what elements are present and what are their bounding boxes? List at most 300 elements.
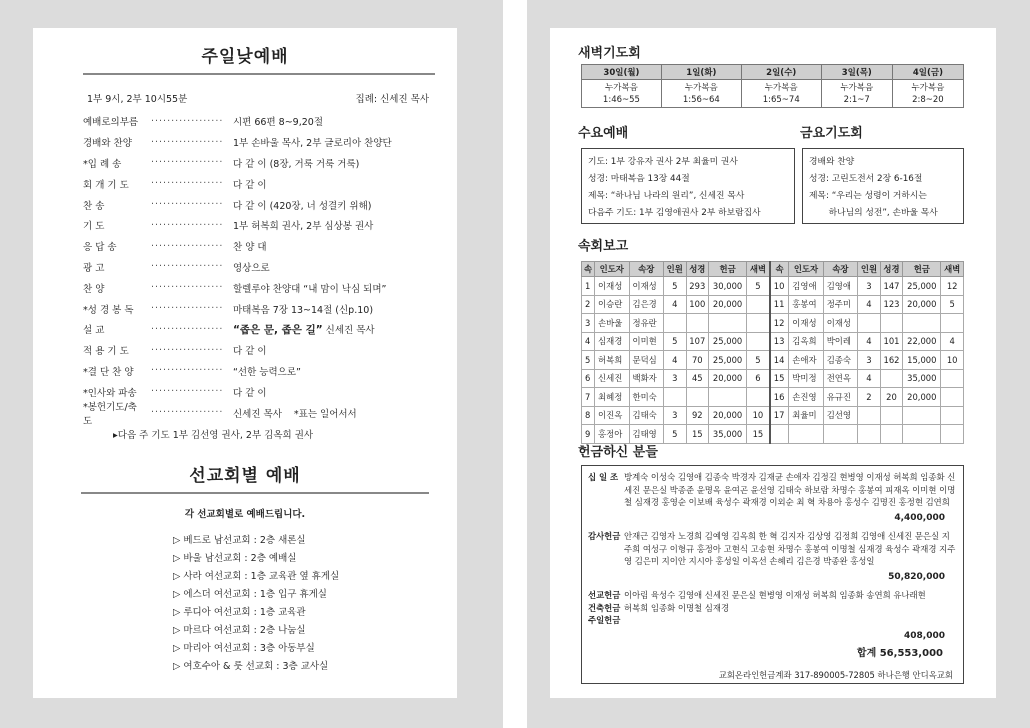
order-row [83,361,457,382]
cell-header: 인원 [858,262,881,277]
cell-value: 홍정아 [595,425,629,444]
cell-value [770,425,789,444]
cell-value: 5 [663,277,686,296]
cell-header: 인도자 [789,262,823,277]
cell-value: 92 [686,406,709,425]
order-label: 적 용 기 도 [83,346,129,358]
offering-group [588,589,957,602]
cell-header: 새벽 [941,262,964,277]
offering-box [581,465,964,684]
cell-value: 이진옥 [595,406,629,425]
cell-value: 4 [663,351,686,370]
order-dots: ·················· [151,261,224,273]
cell-value: 15 [686,425,709,444]
cell-value: 10 [747,406,770,425]
cell-value [880,369,903,388]
cell-value [823,425,857,444]
order-value [233,114,457,128]
cell-value: 30,000 [709,277,747,296]
wednesday-service-box [581,148,795,224]
offering-names [624,614,957,627]
cell-header: 인원 [663,262,686,277]
order-value [233,343,457,357]
cell-value [747,332,770,351]
cell-value: 3 [663,406,686,425]
order-value [233,239,457,253]
order-dots: ·················· [151,136,224,148]
cell-value [686,314,709,333]
next-week-prayer: ▸다음 주 기도 1부 김선영 권사, 2부 김옥희 권사 [113,429,314,441]
mission-service-title: 선교회별 예배 [189,465,301,486]
cell-value: 3 [663,369,686,388]
cell-header: 헌금 [709,262,747,277]
order-row [83,132,457,153]
cell-value: 107 [686,332,709,351]
wednesday-line: 제목: “하나님 나라의 원리”, 신세진 목사 [588,191,745,201]
order-value [233,198,457,212]
order-row [83,319,457,340]
offering-names: 이아림 육성수 김영애 신세진 문은실 현병영 이재성 허복희 임종화 송연희 유나래현 [624,590,926,600]
cell-value: 이승란 [595,295,629,314]
cell-value: 7 [582,388,595,407]
order-value [233,218,457,232]
mission-rule [81,492,429,494]
cell-value: 정유란 [629,314,663,333]
title-rule [83,73,435,75]
cell-value [858,314,881,333]
cell-value: 김옥희 [789,332,823,351]
cell-value: 10 [941,351,964,370]
order-value-text: 다 같 이 (420장, 너 성결키 위해) [233,200,372,212]
cell-value: 15,000 [903,351,941,370]
order-dots: ·················· [151,303,224,315]
cell-value: 293 [686,277,709,296]
cell-header: 헌금 [903,262,941,277]
cell-row [582,314,964,333]
cell-value [686,388,709,407]
mission-item: ▷ 루디아 여선교회 : 1층 교육관 [173,606,306,618]
cell-value: 정주미 [823,295,857,314]
order-value [233,385,457,399]
cell-value: 5 [747,351,770,370]
order-value [233,406,457,420]
cell-header: 속장 [629,262,663,277]
cell-value: 이재성 [629,277,663,296]
service-leader: 집례: 신세진 목사 [355,94,429,105]
cell-value: 123 [880,295,903,314]
dawn-verse: 1:56~64 [661,94,741,108]
cell-value [663,314,686,333]
cell-value [941,388,964,407]
cell-value [903,314,941,333]
service-time-line [87,91,429,105]
cell-row [582,332,964,351]
friday-line: 성경: 고린도전서 2장 6-16절 [809,174,923,184]
cell-row [582,406,964,425]
order-value-text: 1부 허복희 권사, 2부 심상봉 권사 [233,221,374,233]
cell-row [582,369,964,388]
order-label: *입 례 송 [83,158,122,170]
order-dots: ·················· [151,157,224,169]
offering-amount: 408,000 [904,630,945,641]
order-value-text: 시편 66편 8~9,20절 [233,117,323,129]
dawn-book-row [582,80,964,94]
cell-value: 13 [770,332,789,351]
order-label: *결 단 찬 양 [83,366,134,378]
service-time: 1부 9시, 2부 10시55분 [87,94,188,105]
dawn-book: 누가복음 [821,80,892,94]
mission-list [173,532,457,676]
offering-group [588,614,957,627]
dawn-prayer-title: 새벽기도회 [578,46,641,61]
cell-value: 35,000 [903,369,941,388]
wednesday-line: 다음주 기도: 1부 김영애권사 2부 하보람집사 [588,208,761,218]
cell-value: 20 [880,388,903,407]
cell-row [582,295,964,314]
order-dots: ·················· [151,344,224,356]
cell-value: 5 [582,351,595,370]
dawn-verse: 1:65~74 [741,94,821,108]
mission-item: ▷ 베드로 남선교회 : 2층 새론실 [173,534,306,546]
cell-value [880,406,903,425]
cell-value: 3 [582,314,595,333]
offering-kind: 십 일 조 [588,472,619,482]
order-label: 경배와 찬양 [83,138,132,150]
mission-item: ▷ 사라 여선교회 : 1층 교육관 옆 휴게실 [173,570,340,582]
order-row [83,153,457,174]
cell-header: 속 [770,262,789,277]
offering-kind: 건축헌금 [588,602,621,613]
offering-title: 헌금하신 분들 [578,445,658,460]
cell-value: 20,000 [709,369,747,388]
cell-value: 손진영 [789,388,823,407]
cell-header: 성경 [686,262,709,277]
cell-header-row [582,262,964,277]
friday-prayer-box [802,148,964,224]
order-value [233,156,457,170]
cell-value [789,425,823,444]
friday-line: 제목: “우리는 성령이 거하시는 [809,191,927,201]
cell-value: 이재성 [823,314,857,333]
dawn-prayer-table [581,64,964,108]
cell-value: 김선영 [823,406,857,425]
cell-value: 김태숙 [629,406,663,425]
cell-value: 101 [880,332,903,351]
order-value [233,177,457,191]
cell-value: 4 [582,332,595,351]
sunday-service-title: 주일낮예배 [201,47,289,67]
order-value-text: 마태복음 7장 13~14절 (신p.10) [233,304,374,316]
cell-value: 20,000 [903,388,941,407]
offering-groups [588,471,957,642]
cell-value: 박이레 [823,332,857,351]
order-label: 찬 양 [83,283,105,295]
order-row [83,340,457,361]
cell-value: 4 [941,332,964,351]
worship-order [83,111,457,427]
cell-value: 15 [747,425,770,444]
cell-value [709,388,747,407]
order-value-text: 영상으로 [233,262,270,274]
order-dots: ·················· [151,199,224,211]
order-value-text: 다 같 이 [233,179,267,191]
order-label: 회 개 기 도 [83,179,129,191]
cell-value: 16 [770,388,789,407]
order-row [83,298,457,319]
order-dots: ·················· [151,282,224,294]
cell-value: 이미현 [629,332,663,351]
mission-item: ▷ 마리아 여선교회 : 3층 아동부실 [173,642,315,654]
order-value [233,260,457,274]
cell-report-table [581,261,964,444]
cell-value [858,406,881,425]
mission-item: ▷ 여호수아 & 룻 선교회 : 3층 교사실 [173,660,329,672]
dawn-day: 1일(화) [661,65,741,80]
cell-value: 4 [858,332,881,351]
cell-value: 25,000 [903,277,941,296]
order-label: 찬 송 [83,200,105,212]
offering-names: 안재근 김영자 노경희 김예영 김옥희 한 혁 김지자 김상영 김정희 김영애 신세진 문은실 지주희 여성구 이형규 홍정아 고현식 고송현 차명수 홍봉여 이명철 심재경 육성수 곽재경 지주영 김은미 지이안 지시아 홍성일 이옥선 손혜리 김은경 박종완 홍성일 [624,531,956,566]
order-label: 응 답 송 [83,242,117,254]
cell-value: 3 [858,351,881,370]
order-value-text: 찬 양 대 [233,242,267,254]
cell-value: 45 [686,369,709,388]
cell-value [747,388,770,407]
dawn-book: 누가복음 [661,80,741,94]
cell-value: 4 [663,295,686,314]
cell-value: 최혜정 [595,388,629,407]
cell-value: 최율미 [789,406,823,425]
offering-kind: 선교헌금 [588,590,621,600]
cell-value: 20,000 [709,406,747,425]
cell-value: 손애자 [789,351,823,370]
cell-value: 김종숙 [823,351,857,370]
order-value [233,364,457,378]
order-dots: ·················· [151,323,224,335]
dawn-verse-row [582,94,964,108]
offering-amount: 50,820,000 [888,571,945,582]
order-label: *봉헌기도/축도 [83,401,137,427]
cell-value: 김영애 [789,277,823,296]
dawn-verse: 1:46~55 [582,94,662,108]
cell-value: 김은경 [629,295,663,314]
offering-kind: 감사헌금 [588,531,621,541]
offering-total: 합계 56,553,000 [856,648,943,659]
order-value [233,135,457,149]
dawn-day: 3일(목) [821,65,892,80]
order-row [83,277,457,298]
offering-group [588,471,957,509]
cell-value: 15 [770,369,789,388]
order-label: *성 경 봉 독 [83,304,134,316]
cell-value: 20,000 [903,295,941,314]
cell-value [903,425,941,444]
cell-value: 35,000 [709,425,747,444]
cell-value: 147 [880,277,903,296]
cell-value: 8 [582,406,595,425]
offering-group [588,530,957,568]
wednesday-line: 기도: 1부 강유자 권사 2부 최율미 권사 [588,157,738,167]
cell-value: 11 [770,295,789,314]
cell-value: 5 [663,332,686,351]
cell-header: 속 [582,262,595,277]
dawn-book: 누가복음 [741,80,821,94]
cell-value [747,314,770,333]
cell-value: 김영애 [823,277,857,296]
order-value-text: 다 같 이 [233,387,267,399]
order-dots: ·················· [151,407,224,419]
right-page [550,28,996,698]
cell-value [747,295,770,314]
offering-kind: 주일헌금 [588,615,621,625]
cell-value: 25,000 [709,332,747,351]
dawn-book: 누가복음 [892,80,963,94]
cell-value: 5 [747,277,770,296]
online-account: 교회온라인헌금계좌 317-890005-72805 하나은행 안디옥교회 [718,669,953,680]
order-label: 기 도 [83,221,105,233]
cell-value: 신세진 [595,369,629,388]
cell-value: 6 [747,369,770,388]
cell-value: 6 [582,369,595,388]
mission-item: ▷ 마르다 여선교회 : 2층 나눔실 [173,624,306,636]
page-gutter [503,0,527,728]
order-dots: ·················· [151,219,224,231]
cell-row [582,277,964,296]
order-value-text: 1부 손바울 목사, 2부 글로리아 찬양단 [233,138,392,150]
cell-value: 박미정 [789,369,823,388]
cell-value: 162 [880,351,903,370]
friday-prayer-title: 금요기도회 [800,126,863,141]
cell-value: 2 [582,295,595,314]
cell-header: 속장 [823,262,857,277]
wednesday-line: 성경: 마태복음 13장 44절 [588,174,690,184]
order-dots: ·················· [151,115,224,127]
order-value-text: 신세진 목사 [233,408,282,420]
offering-group [588,602,957,615]
cell-value [941,369,964,388]
cell-value: 심재경 [595,332,629,351]
cell-header: 새벽 [747,262,770,277]
cell-value: 4 [858,369,881,388]
cell-value [858,425,881,444]
cell-value: 20,000 [709,295,747,314]
dawn-verse: 2:1~7 [821,94,892,108]
cell-value: 10 [770,277,789,296]
cell-value: 이재성 [789,314,823,333]
cell-value: 12 [770,314,789,333]
cell-value: 백화자 [629,369,663,388]
cell-row [582,351,964,370]
mission-item: ▷ 바울 남선교회 : 2층 예배실 [173,552,297,564]
cell-value: 유규진 [823,388,857,407]
cell-value: 9 [582,425,595,444]
order-value-text: 다 같 이 (8장, 거룩 거룩 거룩) [233,158,360,170]
order-label: *인사와 파송 [83,387,137,399]
cell-value: 5 [663,425,686,444]
mission-subtitle: 각 선교회별로 예배드립니다. [184,508,306,520]
cell-value: 14 [770,351,789,370]
cell-value [880,314,903,333]
standing-note: *표는 일어서서 [293,408,357,420]
cell-value: 전연옥 [823,369,857,388]
cell-value: 4 [858,295,881,314]
cell-value: 김태영 [629,425,663,444]
cell-value: 2 [858,388,881,407]
cell-value: 문덕심 [629,351,663,370]
cell-value: 허복희 [595,351,629,370]
order-row [83,111,457,132]
order-row [83,257,457,278]
dawn-book: 누가복음 [582,80,662,94]
order-value-text: 할렐루야 찬양대 “내 맘이 낙심 되며” [233,283,387,295]
cell-value [941,425,964,444]
order-label: 광 고 [83,262,105,274]
cell-header: 인도자 [595,262,629,277]
cell-value [903,406,941,425]
order-label: 설 교 [83,325,105,337]
offering-amount: 4,400,000 [894,512,945,523]
order-row [83,401,457,427]
cell-value: 한미숙 [629,388,663,407]
friday-line: 경배와 찬양 [809,157,855,167]
offering-names: 방계숙 이성숙 김영애 김종숙 박경자 김재균 손애자 김정길 현병영 이재성 허복희 임종화 신세진 문은실 박종준 윤명옥 윤여곤 윤선영 김태숙 하보람 차명수 홍봉여 피재옥 이미현 이명철 심재경 홍영순 이보배 육성수 곽재경 이외순 최 혁 차용아 홍성수 김명진 홍정현 김연희 [624,472,956,507]
offering-names: 허복희 임종화 이명철 심재경 [624,602,730,613]
order-dots: ·················· [151,386,224,398]
order-row [83,194,457,215]
friday-line: 하나님의 성전”, 손바울 목사 [809,208,938,218]
order-value-text: 다 같 이 [233,346,267,358]
cell-value: 5 [941,295,964,314]
cell-value [880,425,903,444]
dawn-day: 30일(월) [582,65,662,80]
cell-value: 25,000 [709,351,747,370]
order-label: 예배로의부름 [83,117,139,129]
order-dots: ·················· [151,178,224,190]
order-value [233,281,457,295]
cell-value: 1 [582,277,595,296]
cell-value: 17 [770,406,789,425]
order-row [83,173,457,194]
cell-value [663,388,686,407]
dawn-header-row [582,65,964,80]
cell-row [582,388,964,407]
order-value [233,302,457,316]
cell-value: 손바울 [595,314,629,333]
dawn-day: 2일(수) [741,65,821,80]
cell-value: 홍봉여 [789,295,823,314]
order-value-text: 신세진 목사 [322,324,375,336]
cell-value: 70 [686,351,709,370]
order-value-text: “선한 능력으로” [233,366,301,378]
cell-report-title: 속회보고 [578,239,629,254]
order-row [83,236,457,257]
order-value [233,322,457,337]
cell-value [941,406,964,425]
order-row [83,215,457,236]
cell-value [709,314,747,333]
cell-value: 3 [858,277,881,296]
cell-value: 100 [686,295,709,314]
order-dots: ·················· [151,240,224,252]
cell-value: 12 [941,277,964,296]
mission-item: ▷ 에스더 여선교회 : 1층 입구 휴게실 [173,588,327,600]
cell-header: 성경 [880,262,903,277]
cell-value: 이재성 [595,277,629,296]
wednesday-service-title: 수요예배 [578,126,629,141]
cell-value: 22,000 [903,332,941,351]
dawn-verse: 2:8~20 [892,94,963,108]
dawn-day: 4일(금) [892,65,963,80]
